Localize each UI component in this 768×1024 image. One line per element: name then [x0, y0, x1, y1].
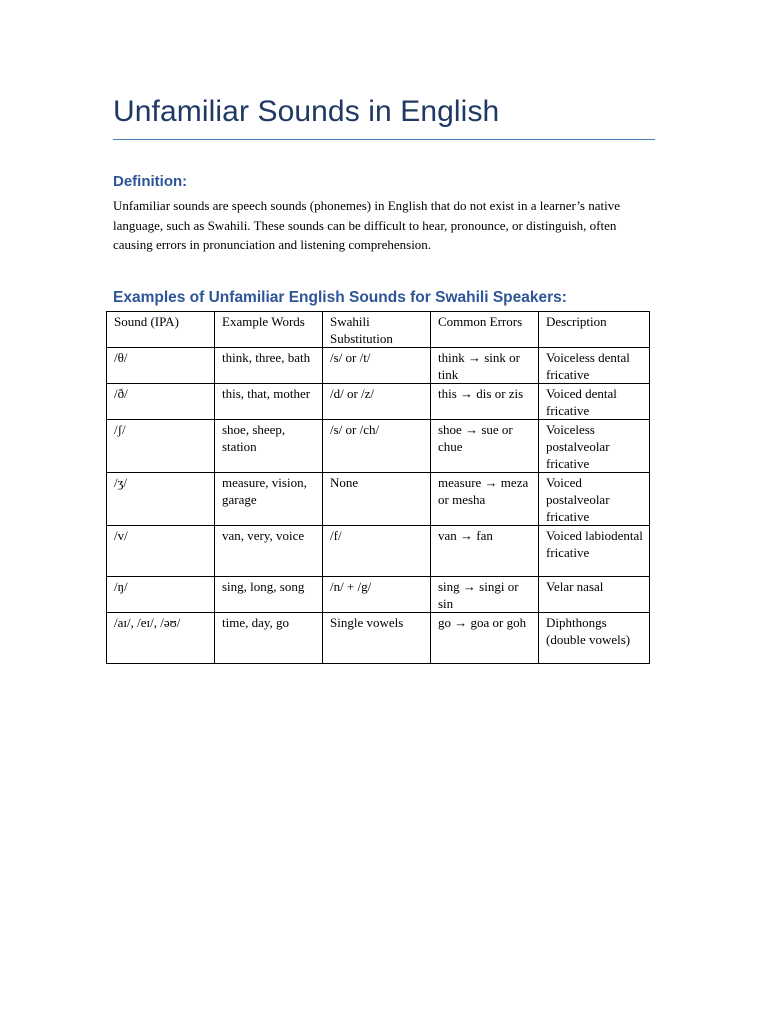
table-cell-swahili-substitution: /s/ or /ch/ [323, 420, 431, 473]
table-row [107, 473, 650, 526]
table-row [107, 577, 650, 613]
table-cell-example-words: sing, long, song [215, 577, 323, 613]
examples-heading: Examples of Unfamiliar English Sounds for Swahili Speakers: [113, 289, 567, 306]
table-cell-example-words: shoe, sheep, station [215, 420, 323, 473]
table-cell-description: Voiced dental fricative [539, 384, 650, 420]
table-cell-swahili-substitution: None [323, 473, 431, 526]
table-cell-common-errors: this → dis or zis [431, 384, 539, 420]
sounds-table [106, 311, 650, 664]
table-row [107, 613, 650, 664]
table-cell-swahili-substitution: /n/ + /g/ [323, 577, 431, 613]
table-cell-sound: /θ/ [107, 348, 215, 384]
table-cell-swahili-substitution: /d/ or /z/ [323, 384, 431, 420]
table-cell-description: Voiced postalveolar fricative [539, 473, 650, 526]
definition-paragraph: Unfamiliar sounds are speech sounds (phonemes) in English that do not exist in a learner’s native language, such as Swahili. These sounds can be difficult to hear, pronounce, or distinguish, often causing errors in pronunciation and listening comprehension. [113, 198, 620, 252]
table-cell-description: Voiceless dental fricative [539, 348, 650, 384]
table-cell-sound: /ʒ/ [107, 473, 215, 526]
title-divider [113, 139, 655, 140]
table-cell-example-words: van, very, voice [215, 526, 323, 577]
table-cell-common-errors: think → sink or tink [431, 348, 539, 384]
header-cell-sound: Sound (IPA) [107, 312, 215, 348]
table-row [107, 348, 650, 384]
table-row [107, 420, 650, 473]
table-cell-example-words: this, that, mother [215, 384, 323, 420]
table-cell-common-errors: van → fan [431, 526, 539, 577]
table-cell-common-errors: shoe → sue or chue [431, 420, 539, 473]
table-cell-common-errors: go → goa or goh [431, 613, 539, 664]
header-cell-example-words: Example Words [215, 312, 323, 348]
table-cell-example-words: time, day, go [215, 613, 323, 664]
document-title: Unfamiliar Sounds in English [113, 95, 500, 128]
table-cell-sound: /ʃ/ [107, 420, 215, 473]
table-cell-description: Voiceless postalveolar fricative [539, 420, 650, 473]
table-cell-swahili-substitution: /s/ or /t/ [323, 348, 431, 384]
table-header-row [107, 312, 650, 348]
table-cell-description: Voiced labiodental fricative [539, 526, 650, 577]
table-cell-example-words: think, three, bath [215, 348, 323, 384]
table-cell-description: Diphthongs (double vowels) [539, 613, 650, 664]
table-row [107, 384, 650, 420]
table-cell-swahili-substitution: /f/ [323, 526, 431, 577]
table-cell-sound: /aɪ/, /eɪ/, /əʊ/ [107, 613, 215, 664]
header-cell-description: Description [539, 312, 650, 348]
table-cell-description: Velar nasal [539, 577, 650, 613]
table-cell-sound: /ð/ [107, 384, 215, 420]
header-cell-swahili-substitution: Swahili Substitution [323, 312, 431, 348]
table-cell-sound: /ŋ/ [107, 577, 215, 613]
table-cell-common-errors: measure → meza or mesha [431, 473, 539, 526]
header-cell-common-errors: Common Errors [431, 312, 539, 348]
table-cell-example-words: measure, vision, garage [215, 473, 323, 526]
definition-heading: Definition: [113, 173, 188, 190]
table-cell-common-errors: sing → singi or sin [431, 577, 539, 613]
table-cell-swahili-substitution: Single vowels [323, 613, 431, 664]
table-row [107, 526, 650, 577]
table-cell-sound: /v/ [107, 526, 215, 577]
